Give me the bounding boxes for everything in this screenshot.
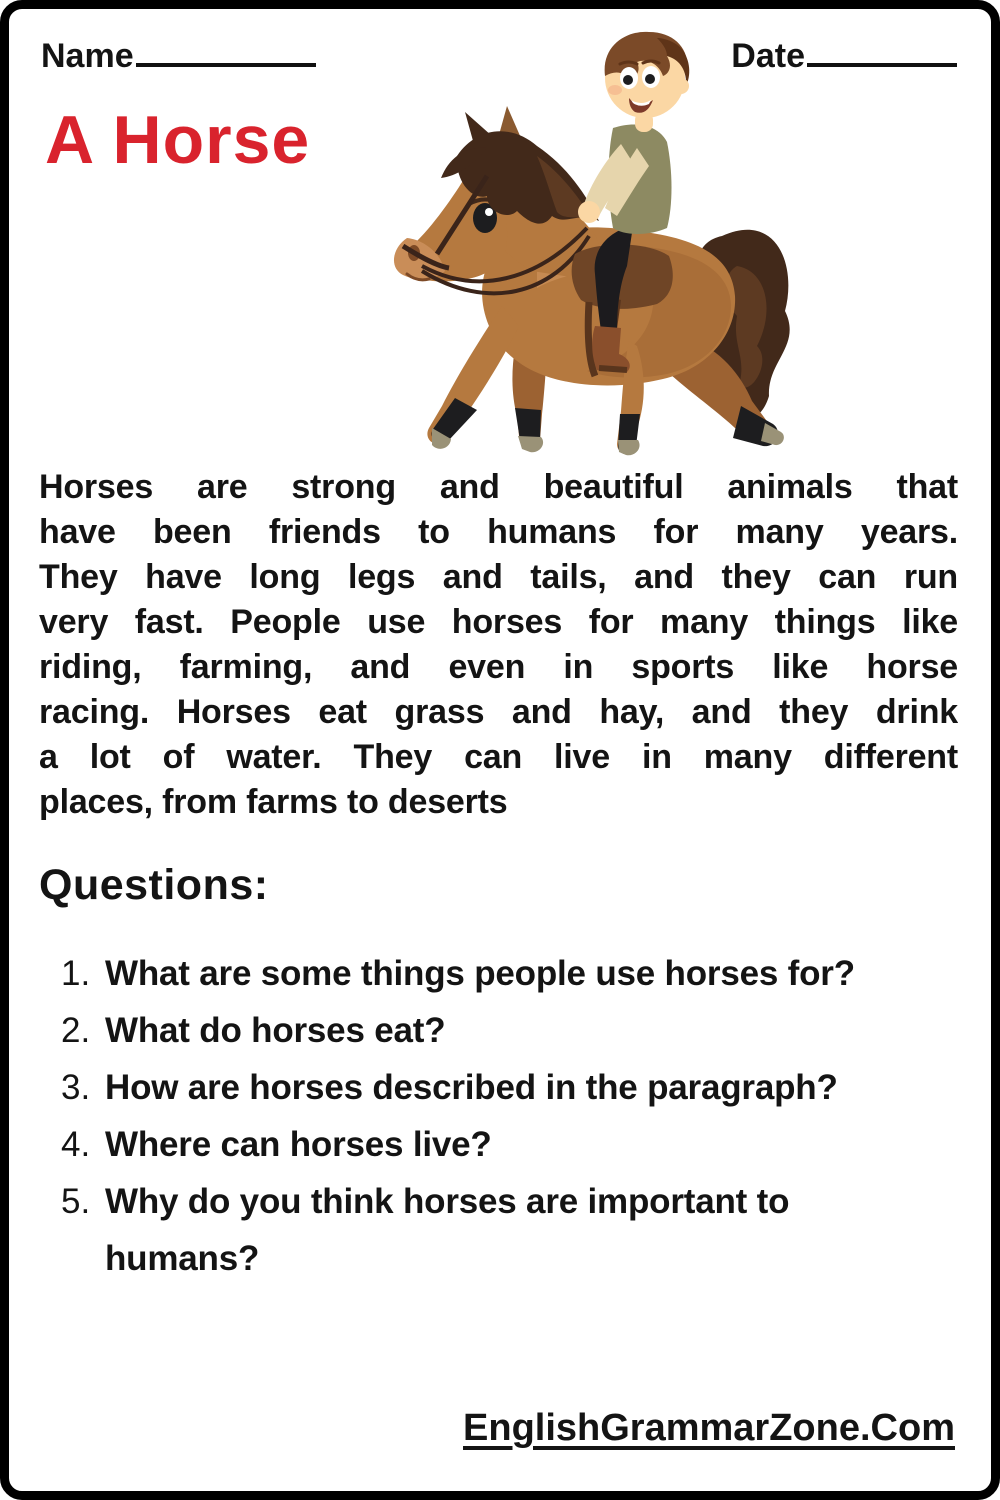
name-field <box>41 33 316 76</box>
date-label: Date <box>731 37 805 75</box>
passage-line: Horses are strong and beautiful animals that <box>39 468 958 506</box>
question-item <box>61 945 933 1002</box>
question-text: What do horses eat? <box>105 1011 446 1050</box>
date-blank-line[interactable] <box>807 33 957 67</box>
reading-passage <box>39 465 958 825</box>
website-link[interactable]: EnglishGrammarZone.Com <box>463 1407 955 1449</box>
question-number: 2. <box>61 1011 91 1050</box>
passage-line: very fast. People use horses for many things like <box>39 603 958 641</box>
question-text: Why do you think horses are important to humans? <box>105 1182 790 1278</box>
question-number: 4. <box>61 1125 91 1164</box>
passage-line: They have long legs and tails, and they can run <box>39 558 958 596</box>
question-text: What are some things people use horses for? <box>105 954 855 993</box>
question-text: How are horses described in the paragraph? <box>105 1068 838 1107</box>
passage-line: places, from farms to deserts <box>39 783 508 821</box>
passage-line: riding, farming, and even in sports like horse <box>39 648 958 686</box>
passage-line: have been friends to humans for many years. <box>39 513 958 551</box>
name-label: Name <box>41 37 134 75</box>
question-item <box>61 1059 933 1116</box>
question-number: 3. <box>61 1068 91 1107</box>
horse-rider-illustration <box>337 15 797 467</box>
question-text: Where can horses live? <box>105 1125 492 1164</box>
question-item <box>61 1002 933 1059</box>
questions-list <box>61 945 933 1287</box>
question-item <box>61 1116 933 1173</box>
question-number: 1. <box>61 954 91 993</box>
page-title: A Horse <box>45 102 311 178</box>
question-number: 5. <box>61 1182 91 1221</box>
questions-heading: Questions: <box>39 861 269 909</box>
passage-line: racing. Horses eat grass and hay, and they drink <box>39 693 958 731</box>
question-item <box>61 1173 933 1287</box>
name-blank-line[interactable] <box>136 33 316 67</box>
passage-line: a lot of water. They can live in many different <box>39 738 958 776</box>
